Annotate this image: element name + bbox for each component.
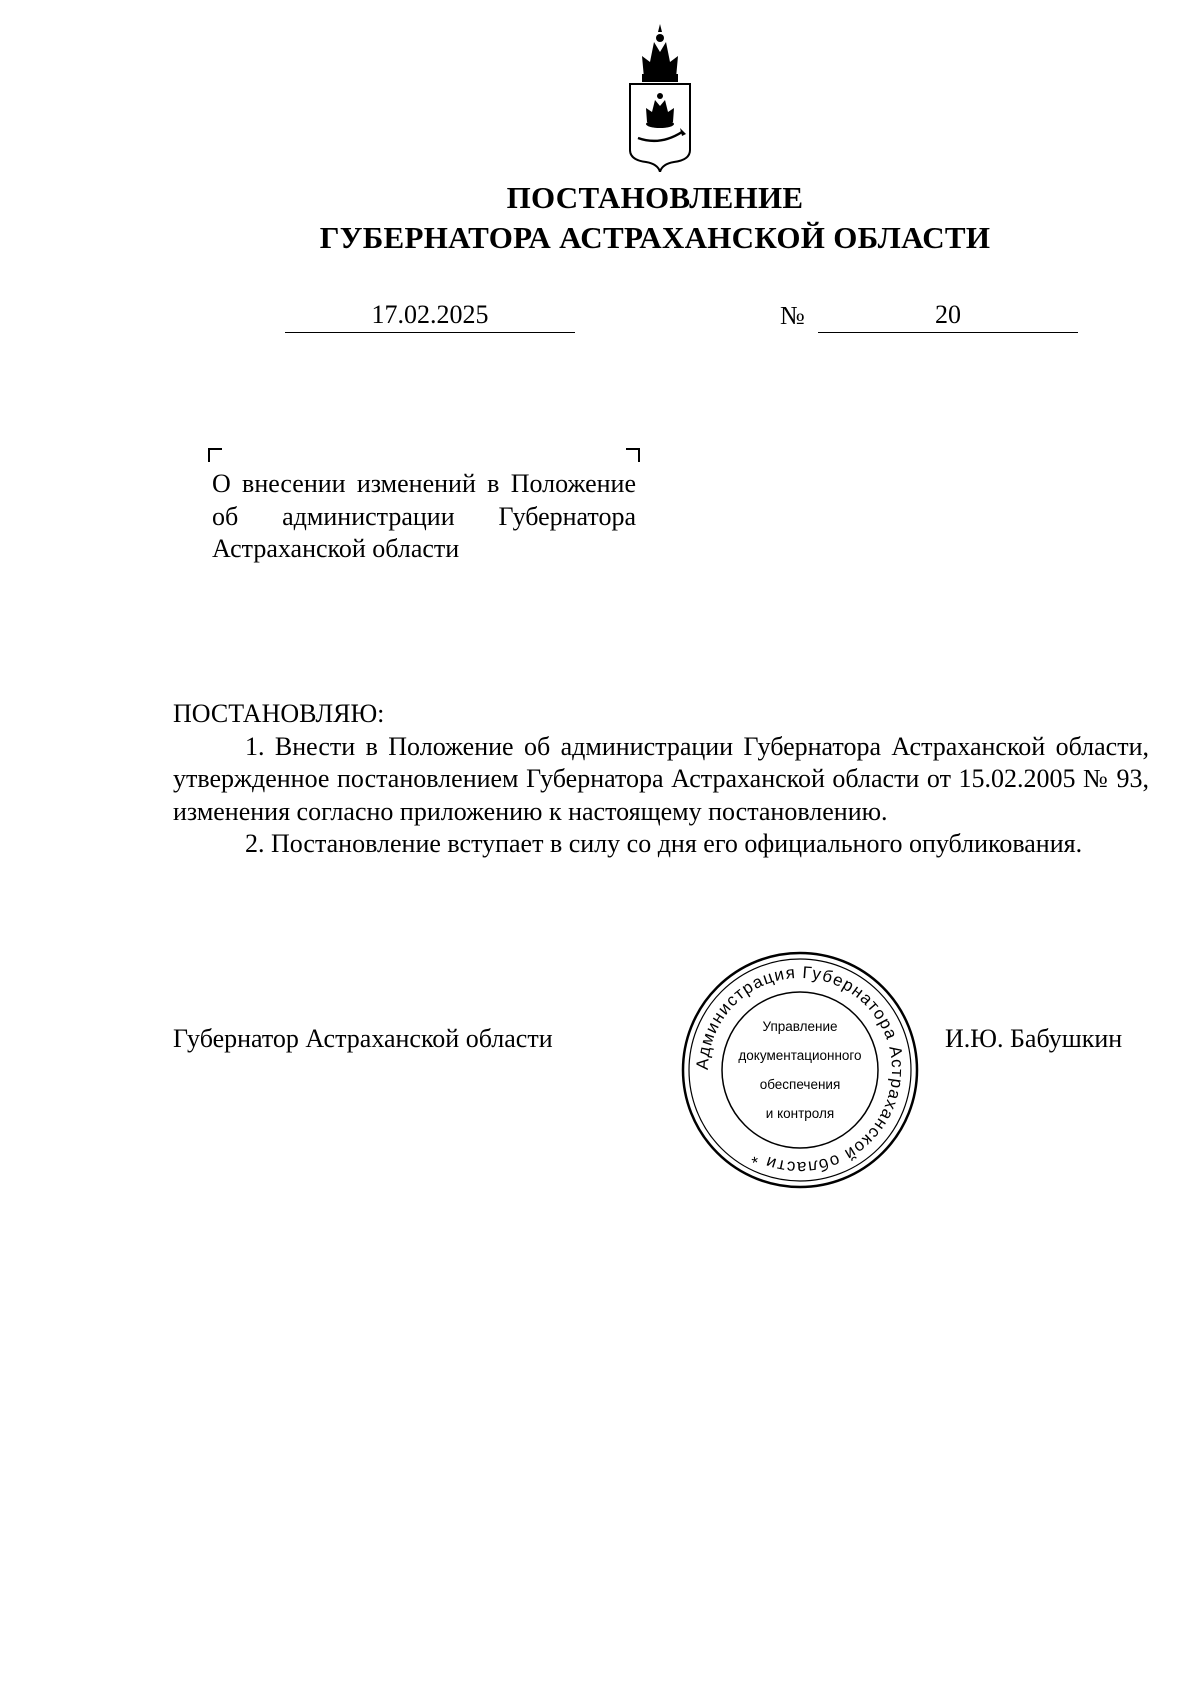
issuer-title: ГУБЕРНАТОРА АСТРАХАНСКОЙ ОБЛАСТИ	[319, 220, 991, 255]
stamp-line-4: и контроля	[765, 1106, 835, 1121]
body-item-1: 1. Внести в Положение об администрации Губернатора Астраханской области, утвержденное постановлением Губернатора Астраханской области от 15.02.2005 № 93, изменения согласно приложению к настоящему постановлению.	[173, 731, 1149, 826]
document-body	[173, 698, 1149, 861]
subject-corner-right	[626, 448, 640, 462]
stamp-center-text	[720, 1012, 880, 1128]
document-subject: О внесении изменений в Положение об администрации Губернатора Астраханской области	[212, 469, 636, 563]
number-sign: №	[780, 301, 805, 330]
body-item-2: 2. Постановление вступает в силу со дня его официального опубликования.	[245, 829, 1083, 858]
stamp-line-2: документационного	[738, 1048, 862, 1063]
resolve-heading: ПОСТАНОВЛЯЮ:	[173, 699, 385, 728]
document-number: 20	[818, 298, 1078, 333]
subject-corner-left	[208, 448, 222, 462]
signatory-name: И.Ю. Бабушкин	[945, 1024, 1123, 1053]
stamp-ring-text: Администрация Губернатора Астраханской области *	[692, 962, 908, 1178]
coat-of-arms-emblem	[620, 22, 700, 172]
stamp-line-1: Управление	[762, 1019, 838, 1034]
stamp-line-3: обеспечения	[759, 1077, 841, 1092]
document-type-title: ПОСТАНОВЛЕНИЕ	[506, 180, 804, 215]
signatory-position: Губернатор Астраханской области	[173, 1024, 553, 1053]
document-date: 17.02.2025	[285, 298, 575, 333]
